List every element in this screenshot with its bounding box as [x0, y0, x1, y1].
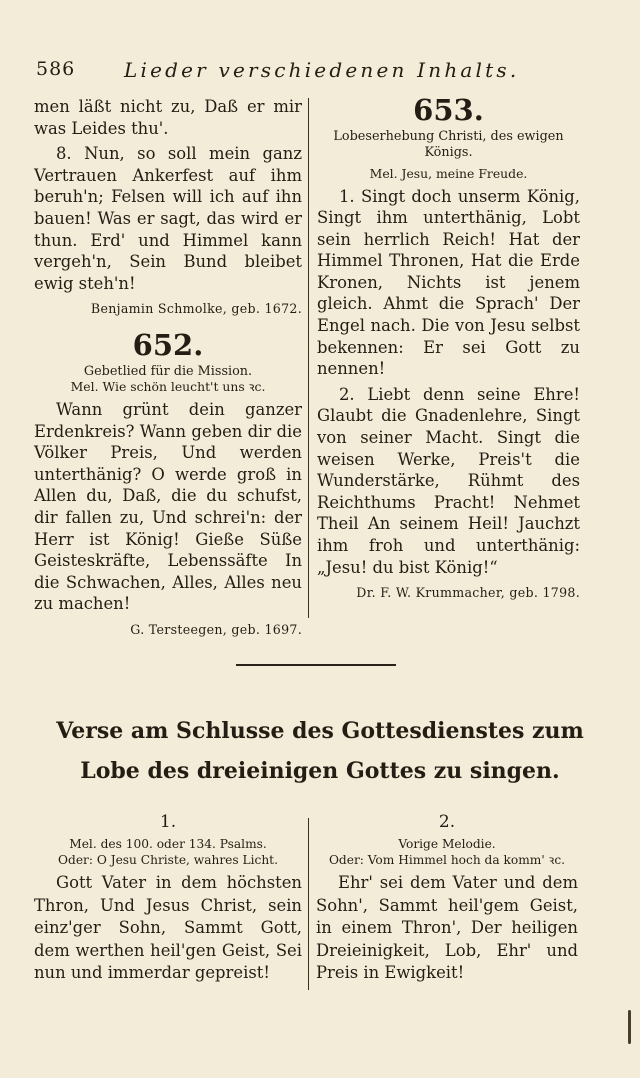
continuation-text: men läßt nicht zu, Daß er mir was Leides thu'.: [34, 97, 302, 138]
section-title: Verse am Schlusse des Gottesdienstes zum Lobe des dreieinigen Gottes zu singen.: [56, 718, 584, 784]
hymn-652-subtitle: Gebetlied für die Mission.: [83, 363, 253, 379]
stanza-8: 8. Nun, so soll mein ganz Vertrauen Ankerfest auf ihm beruh'n; Felsen will ich auf ihn bauen! Was er sagt, das wird er thun. Erd' und Himmel kann vergeh'n, Sein Bund bleibet ewig steh'n!: [34, 144, 302, 293]
running-title: Lieder verschiedenen Inhalts.: [124, 58, 520, 82]
verse-text: Ehr' sei dem Vater und dem Sohn', Sammt heil'gem Geist, in einem Thron', Der heiligen Dreieinigkeit, Lob, Ehr' und Preis in Ewigkeit!: [316, 873, 578, 983]
hymn-652-text: Wann grünt dein ganzer Erdenkreis? Wann geben dir die Völker Preis, Und werden unterthänig? O werde groß in Allen du, Daß, die du schufst, dir fallen zu, Und schrei'n: der Herr ist König! Gieße Süße Geisteskräfte, Lebenssäfte In die Schwachen, Alles, Alles neu zu machen!: [34, 399, 302, 614]
verse-alt-melody: Oder: Vom Himmel hoch da komm' ꝛc.: [328, 853, 566, 867]
page-edge-mark: [628, 1010, 631, 1044]
verse-melody: Mel. des 100. oder 134. Psalms.: [69, 837, 267, 851]
verse-alt-melody: Oder: O Jesu Christe, wahres Licht.: [58, 853, 278, 867]
section-divider: [236, 664, 396, 666]
verse-melody: Vorige Melodie.: [398, 837, 496, 851]
lower-column-divider: [308, 818, 309, 990]
attribution-krummacher: Dr. F. W. Krummacher, geb. 1798.: [356, 585, 580, 601]
right-column: [317, 93, 580, 610]
page-number: 586: [36, 58, 76, 80]
hymn-653-stanza-2: 2. Liebt denn seine Ehre! Glaubt die Gnadenlehre, Singt von seiner Macht. Singt die weisen Werke, Preis't die Wunderstärke, Rühmt des Reichthums Pracht! Nehmet Theil An seinem Heil! Jauchzt ihm froh und unterthänig: „Jesu! du bist König!“: [317, 384, 580, 577]
verse-number: 2.: [438, 812, 456, 832]
hymn-653-stanza-1: 1. Singt doch unserm König, Singt ihm unterthänig, Lobt sein herrlich Reich! Hat der Himmel Thronen, Hat die Erde Kronen, Nichts ist jenem gleich. Ahmt die Sprach' Der Engel nach. Die von Jesu selbst bekennen: Er sei Gott zu nennen!: [317, 186, 580, 379]
page-header: [36, 58, 606, 86]
hymn-653-melody: Mel. Jesu, meine Freude.: [369, 166, 528, 181]
verse-2: [316, 812, 578, 989]
left-column: [34, 96, 302, 646]
column-divider: [308, 98, 309, 618]
hymn-number-652: 652.: [132, 327, 204, 362]
attribution-schmolke: Benjamin Schmolke, geb. 1672.: [90, 301, 302, 317]
verse-1: [34, 812, 302, 989]
attribution-tersteegen: G. Tersteegen, geb. 1697.: [130, 621, 302, 637]
hymn-number-653: 653.: [413, 93, 484, 127]
hymn-652-melody: Mel. Wie schön leucht't uns ꝛc.: [70, 379, 266, 395]
hymn-653-subtitle: Lobeserhebung Christi, des ewigen Königs.: [333, 129, 564, 160]
verse-text: Gott Vater in dem höchsten Thron, Und Jesus Christ, sein einz'ger Sohn, Sammt Gott, dem werthen heil'gen Geist, Sei nun und immerdar gepreist!: [34, 873, 302, 983]
verse-number: 1.: [159, 812, 177, 832]
